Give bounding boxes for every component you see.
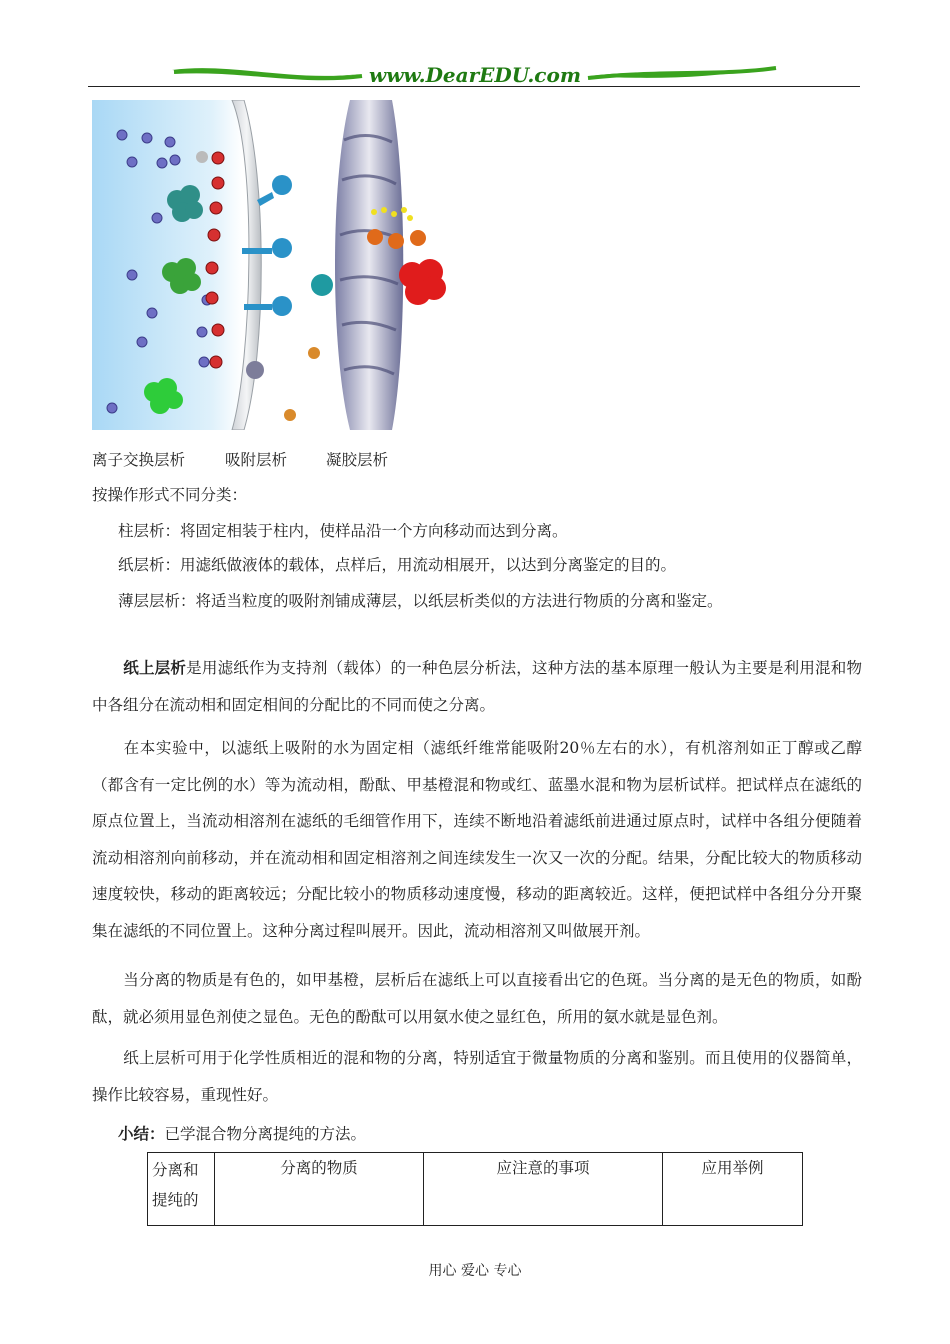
paragraph-3	[92, 962, 862, 1035]
gray-ball	[246, 361, 264, 379]
paragraph-2-text: 在本实验中，以滤纸上吸附的水为固定相（滤纸纤维常能吸附20％左右的水），有机溶剂如正丁醇或乙醇（都含有一定比例的水）等为流动相，酚酞、甲基橙混和物或红、蓝墨水混和物为层析试样。把试样点在滤纸的原点位置上，当流动相溶剂在滤纸的毛细管作用下，连续不断地沿着滤纸前进通过原点时，试样中各组分便随着流动相溶剂向前移动，并在流动相和固定相溶剂之间连续发生一次又一次的分配。结果，分配比较大的物质移动速度较快，移动的距离较远；分配比较小的物质移动速度慢，移动的距离较近。这样，便把试样中各组分分开聚集在滤纸的不同位置上。这种分离过程叫展开。因此，流动相溶剂又叫做展开剂。	[92, 739, 862, 940]
paragraph-1	[92, 650, 862, 723]
teal-ball	[311, 274, 333, 296]
paper-chromatography-line: 纸层析：用滤纸做液体的载体，点样后，用流动相展开，以达到分离鉴定的目的。	[118, 556, 677, 574]
summary-bold: 小结：	[118, 1124, 165, 1143]
caption-ion-exchange: 离子交换层析	[92, 451, 186, 469]
column-chromatography-line: 柱层析：将固定相装于柱内，使样品沿一个方向移动而达到分离。	[118, 522, 568, 540]
paragraph-4	[92, 1040, 862, 1113]
figure-captions	[92, 450, 388, 470]
table-row	[148, 1153, 803, 1226]
red-cluster	[399, 259, 446, 305]
thin-layer-line: 薄层层析：将适当粒度的吸附剂铺成薄层，以纸层析类似的方法进行物质的分离和鉴定。	[118, 592, 723, 610]
orange-small-ball-2	[284, 409, 296, 421]
summary-text: 已学混合物分离提纯的方法。	[164, 1125, 367, 1143]
orange-small-ball-1	[308, 347, 320, 359]
by-operation-line: 按操作形式不同分类：	[92, 486, 248, 504]
summary-table	[147, 1152, 803, 1226]
paragraph-4-text: 纸上层析可用于化学性质相近的混和物的分离，特别适宜于微量物质的分离和鉴别。而且使用的仪器简单，操作比较容易，重现性好。	[92, 1049, 862, 1104]
paragraph-3-text: 当分离的物质是有色的，如甲基橙，层析后在滤纸上可以直接看出它的色斑。当分离的是无色的物质，如酚酞，就必须用显色剂使之显色。无色的酚酞可以用氨水使之显红色，所用的氨水就是显色剂。	[92, 971, 862, 1026]
header-logo	[170, 58, 780, 94]
summary-line	[118, 1124, 366, 1144]
paragraph-2	[92, 730, 862, 949]
paragraph-1-bold: 纸上层析	[123, 658, 187, 677]
chromatography-figure	[92, 100, 460, 430]
gel-matrix	[335, 100, 403, 430]
caption-gel: 凝胶层析	[326, 451, 389, 469]
caption-adsorption: 吸附层析	[225, 451, 288, 469]
logo-text: www.DearEDU.com	[368, 63, 582, 87]
page-footer: 用心 爱心 专心	[428, 1263, 522, 1279]
table-cell-line: 提纯的	[152, 1191, 199, 1209]
paragraph-1-text: 是用滤纸作为支持剂（载体）的一种色层分析法，这种方法的基本原理一般认为主要是利用混和物中各组分在流动相和固定相间的分配比的不同而使之分离。	[92, 659, 862, 714]
header-rule	[88, 86, 860, 87]
table-header-examples: 应用举例	[663, 1153, 803, 1226]
table-header-notes: 应注意的事项	[424, 1153, 663, 1226]
table-header-substance: 分离的物质	[215, 1153, 424, 1226]
table-cell-method	[148, 1153, 215, 1226]
table-cell-line: 分离和	[152, 1161, 199, 1179]
